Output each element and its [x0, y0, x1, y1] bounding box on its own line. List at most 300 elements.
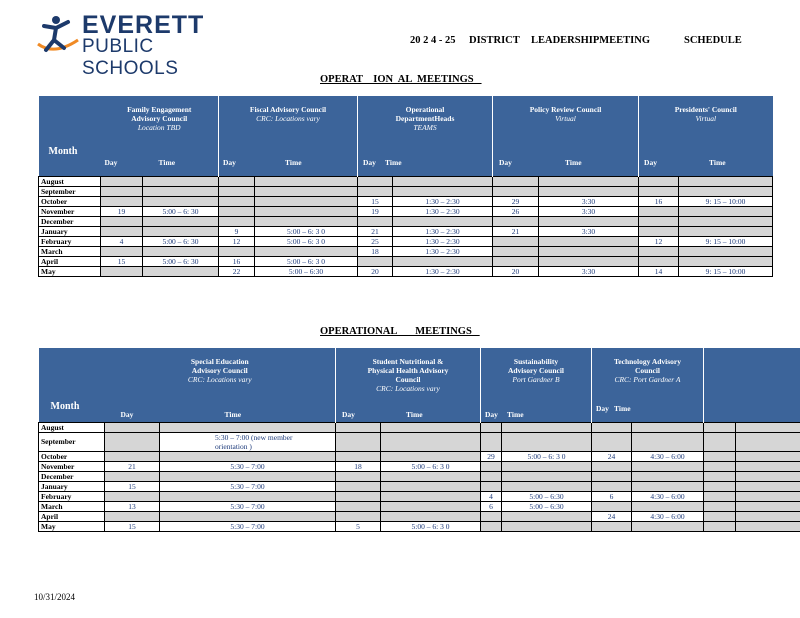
- time-cell: 1:30 – 2:30: [393, 196, 493, 206]
- group-location: Virtual: [695, 114, 717, 123]
- day-cell: 25: [358, 236, 393, 246]
- table-row: [39, 501, 800, 511]
- day-cell: [336, 432, 381, 451]
- time-cell: [143, 226, 219, 236]
- month-cell: March: [39, 501, 105, 511]
- day-cell: [105, 471, 160, 481]
- month-cell: May: [39, 266, 101, 276]
- time-cell: 5:00 – 6: 3 0: [502, 451, 592, 461]
- month-cell: March: [39, 246, 101, 256]
- day-cell: [336, 491, 381, 501]
- group-location: CRC: Port Gardner A: [614, 375, 681, 384]
- time-cell: 5:00 – 6: 30: [143, 236, 219, 246]
- table-row: [39, 206, 773, 216]
- day-label: Day: [223, 158, 236, 167]
- day-cell: [336, 422, 381, 432]
- time-cell: 5:00 – 6:30: [255, 266, 358, 276]
- time-cell: 9: 15 – 10:00: [679, 196, 773, 206]
- day-cell: 16: [639, 196, 679, 206]
- month-cell: December: [39, 471, 105, 481]
- time-cell: [679, 216, 773, 226]
- empty-cell: [736, 422, 800, 432]
- time-cell: [679, 176, 773, 186]
- day-cell: 18: [336, 461, 381, 471]
- day-cell: 15: [105, 521, 160, 531]
- table-row: [39, 481, 800, 491]
- time-cell: [679, 186, 773, 196]
- time-cell: [679, 226, 773, 236]
- schedule-table-2: [38, 348, 800, 532]
- district-logo: [34, 11, 244, 79]
- month-cell: February: [39, 236, 101, 246]
- day-cell: [336, 471, 381, 481]
- runner-swoosh-icon: [34, 14, 80, 58]
- time-cell: [143, 176, 219, 186]
- empty-cell: [736, 451, 800, 461]
- month-cell: February: [39, 491, 105, 501]
- time-cell: [160, 511, 336, 521]
- table-row: [39, 451, 800, 461]
- day-cell: [592, 481, 632, 491]
- time-cell: [381, 481, 481, 491]
- group-name: Fiscal Advisory Council: [249, 105, 327, 114]
- group-name: Technology Advisory Council: [613, 357, 682, 375]
- group-header: [639, 96, 773, 176]
- time-cell: [255, 176, 358, 186]
- table-row: [39, 461, 800, 471]
- day-cell: [105, 511, 160, 521]
- time-cell: [143, 186, 219, 196]
- day-cell: 21: [105, 461, 160, 471]
- day-cell: [639, 186, 679, 196]
- time-cell: [502, 521, 592, 531]
- day-cell: [493, 246, 539, 256]
- table-row: [39, 521, 800, 531]
- month-label: Month: [48, 146, 78, 157]
- day-cell: [481, 461, 502, 471]
- empty-cell: [736, 461, 800, 471]
- time-cell: 5:00 – 6: 3 0: [381, 521, 481, 531]
- day-cell: [493, 216, 539, 226]
- month-cell: August: [39, 176, 101, 186]
- month-cell: January: [39, 226, 101, 236]
- time-label: Time: [406, 410, 423, 419]
- group-name: Special Education Advisory Council: [190, 357, 249, 375]
- group-header: [592, 348, 704, 422]
- day-cell: 13: [105, 501, 160, 511]
- empty-cell: [704, 501, 736, 511]
- day-cell: 4: [101, 236, 143, 246]
- day-cell: [105, 451, 160, 461]
- day-cell: [481, 471, 502, 481]
- month-cell: January: [39, 481, 105, 491]
- time-cell: [539, 216, 639, 226]
- time-cell: [381, 422, 481, 432]
- time-label: Time: [285, 158, 302, 167]
- group-header: [105, 348, 336, 422]
- header-leadership: LEADERSHIPMEETING: [531, 35, 651, 46]
- table-row: [39, 256, 773, 266]
- day-cell: 18: [358, 246, 393, 256]
- logo-line1: EVERETT: [82, 11, 205, 39]
- time-label: Time: [614, 404, 631, 413]
- time-cell: 3:30: [539, 196, 639, 206]
- day-cell: [336, 481, 381, 491]
- time-cell: 3:30: [539, 266, 639, 276]
- day-cell: [105, 422, 160, 432]
- time-cell: [539, 186, 639, 196]
- day-cell: [481, 521, 502, 531]
- time-label: Time: [565, 158, 582, 167]
- day-cell: 4: [481, 491, 502, 501]
- empty-cell: [736, 521, 800, 531]
- month-cell: November: [39, 461, 105, 471]
- time-cell: 5:30 – 7:00: [160, 461, 336, 471]
- day-cell: [639, 176, 679, 186]
- day-cell: 15: [101, 256, 143, 266]
- time-cell: 3:30: [539, 206, 639, 216]
- day-cell: [481, 511, 502, 521]
- group-name: Sustainability Advisory Council: [507, 357, 565, 375]
- day-cell: [219, 216, 255, 226]
- time-cell: [255, 196, 358, 206]
- time-cell: [539, 246, 639, 256]
- time-cell: [502, 481, 592, 491]
- day-cell: [592, 471, 632, 481]
- group-name: Operational DepartmentHeads: [395, 105, 455, 123]
- time-cell: 5:30 – 7:00: [160, 481, 336, 491]
- time-cell: [160, 422, 336, 432]
- month-cell: April: [39, 511, 105, 521]
- empty-cell: [736, 432, 800, 451]
- month-cell: May: [39, 521, 105, 531]
- time-cell: [632, 471, 704, 481]
- day-cell: [481, 432, 502, 451]
- table-row: [39, 196, 773, 206]
- day-cell: 20: [358, 266, 393, 276]
- time-cell: 5:30 – 7:00 (new member orientation ): [160, 432, 336, 451]
- day-cell: [592, 422, 632, 432]
- day-cell: [639, 246, 679, 256]
- time-cell: 5:30 – 7:00: [160, 501, 336, 511]
- day-cell: 29: [493, 196, 539, 206]
- day-cell: [219, 186, 255, 196]
- time-cell: [143, 216, 219, 226]
- month-cell: April: [39, 256, 101, 266]
- time-cell: [381, 491, 481, 501]
- time-cell: 5:00 – 6: 3 0: [255, 226, 358, 236]
- time-label: Time: [507, 410, 524, 419]
- group-name: Student Nutritional & Physical Health Advisory Council: [367, 357, 449, 384]
- day-cell: 21: [493, 226, 539, 236]
- month-cell: October: [39, 196, 101, 206]
- time-cell: 5:00 – 6: 3 0: [255, 236, 358, 246]
- day-cell: 15: [105, 481, 160, 491]
- time-cell: [255, 186, 358, 196]
- group-name: Policy Review Council: [529, 105, 602, 114]
- day-label: Day: [485, 410, 498, 419]
- empty-cell: [704, 481, 736, 491]
- month-label: Month: [50, 401, 80, 412]
- time-label: Time: [385, 158, 402, 167]
- time-cell: [381, 432, 481, 451]
- group-location: CRC: Locations vary: [187, 375, 252, 384]
- day-cell: [101, 186, 143, 196]
- table-row: [39, 226, 773, 236]
- day-cell: [219, 196, 255, 206]
- empty-cell: [736, 491, 800, 501]
- day-cell: 22: [219, 266, 255, 276]
- time-cell: 5:00 – 6: 30: [143, 206, 219, 216]
- time-cell: [160, 471, 336, 481]
- empty-group-header: [704, 348, 800, 422]
- empty-cell: [704, 471, 736, 481]
- month-header: [39, 96, 101, 176]
- month-cell: November: [39, 206, 101, 216]
- empty-cell: [704, 491, 736, 501]
- day-cell: [493, 176, 539, 186]
- empty-cell: [704, 511, 736, 521]
- day-label: Day: [596, 404, 609, 413]
- group-header: [481, 348, 592, 422]
- group-location: Port Gardner B: [512, 375, 560, 384]
- time-cell: 4:30 – 6:00: [632, 491, 704, 501]
- group-location: CRC: Locations vary: [376, 384, 440, 393]
- table-row: [39, 266, 773, 276]
- month-cell: September: [39, 186, 101, 196]
- time-cell: [143, 266, 219, 276]
- group-location: Virtual: [555, 114, 576, 123]
- time-cell: [632, 422, 704, 432]
- time-cell: 3:30: [539, 226, 639, 236]
- logo-line2: PUBLIC SCHOOLS: [82, 36, 179, 79]
- time-cell: [502, 511, 592, 521]
- day-cell: 19: [101, 206, 143, 216]
- day-cell: [358, 256, 393, 266]
- empty-cell: [704, 451, 736, 461]
- time-cell: [679, 206, 773, 216]
- empty-cell: [736, 481, 800, 491]
- group-location: CRC: Locations vary: [256, 114, 320, 123]
- day-cell: 15: [358, 196, 393, 206]
- day-cell: [639, 226, 679, 236]
- empty-cell: [704, 521, 736, 531]
- time-cell: 1:30 – 2:30: [393, 246, 493, 256]
- day-label: Day: [120, 410, 134, 419]
- day-cell: [358, 176, 393, 186]
- day-cell: [101, 226, 143, 236]
- time-cell: [160, 491, 336, 501]
- day-cell: [639, 206, 679, 216]
- day-cell: 9: [219, 226, 255, 236]
- day-cell: [493, 256, 539, 266]
- group-name: Presidents' Council: [674, 105, 737, 114]
- table-row: [39, 176, 773, 186]
- time-cell: 5:00 – 6: 3 0: [381, 461, 481, 471]
- time-cell: [632, 501, 704, 511]
- day-cell: 26: [493, 206, 539, 216]
- day-cell: [101, 246, 143, 256]
- header-schedule: SCHEDULE: [684, 35, 742, 46]
- day-cell: 21: [358, 226, 393, 236]
- time-cell: [381, 451, 481, 461]
- time-label: Time: [224, 410, 242, 419]
- table-row: [39, 432, 800, 451]
- header-district: DISTRICT: [469, 35, 520, 46]
- time-cell: [143, 246, 219, 256]
- day-cell: [101, 266, 143, 276]
- day-cell: 29: [481, 451, 502, 461]
- header-year: 20 2 4 - 25: [410, 35, 456, 46]
- time-cell: [632, 521, 704, 531]
- time-cell: 9: 15 – 10:00: [679, 266, 773, 276]
- table-row: [39, 471, 800, 481]
- day-label: Day: [644, 158, 657, 167]
- time-cell: [632, 461, 704, 471]
- day-cell: [481, 422, 502, 432]
- time-cell: [632, 481, 704, 491]
- time-cell: 5:00 – 6:30: [502, 491, 592, 501]
- time-cell: [381, 471, 481, 481]
- time-cell: [502, 432, 592, 451]
- day-cell: [592, 461, 632, 471]
- time-cell: [255, 246, 358, 256]
- table-row: [39, 236, 773, 246]
- day-cell: [592, 432, 632, 451]
- empty-cell: [736, 501, 800, 511]
- empty-cell: [736, 471, 800, 481]
- time-cell: 1:30 – 2:30: [393, 266, 493, 276]
- day-cell: 12: [219, 236, 255, 246]
- day-cell: [105, 491, 160, 501]
- month-cell: October: [39, 451, 105, 461]
- day-cell: 14: [639, 266, 679, 276]
- table-row: [39, 246, 773, 256]
- day-cell: [219, 176, 255, 186]
- day-cell: [592, 521, 632, 531]
- time-cell: [393, 176, 493, 186]
- time-cell: [255, 216, 358, 226]
- schedule-table-1: [38, 96, 773, 277]
- time-cell: [160, 451, 336, 461]
- group-header: [493, 96, 639, 176]
- empty-cell: [704, 461, 736, 471]
- table-row: [39, 422, 800, 432]
- empty-cell: [704, 432, 736, 451]
- time-cell: [393, 186, 493, 196]
- time-cell: [502, 471, 592, 481]
- day-cell: 12: [639, 236, 679, 246]
- time-cell: 5:00 – 6: 30: [143, 256, 219, 266]
- day-cell: 24: [592, 451, 632, 461]
- time-cell: [393, 256, 493, 266]
- day-cell: [592, 501, 632, 511]
- day-label: Day: [342, 410, 355, 419]
- day-cell: [101, 196, 143, 206]
- time-cell: [393, 216, 493, 226]
- time-label: Time: [158, 158, 176, 167]
- day-cell: [336, 501, 381, 511]
- time-cell: [143, 196, 219, 206]
- time-cell: 5:00 – 6: 3 0: [255, 256, 358, 266]
- day-cell: [358, 186, 393, 196]
- group-location: TEAMS: [413, 123, 437, 132]
- time-cell: [679, 256, 773, 266]
- time-cell: 5:30 – 7:00: [160, 521, 336, 531]
- time-cell: [679, 246, 773, 256]
- day-cell: 24: [592, 511, 632, 521]
- group-header: [358, 96, 493, 176]
- day-cell: [219, 206, 255, 216]
- group-header: [336, 348, 481, 422]
- time-cell: 4:30 – 6:00: [632, 511, 704, 521]
- time-cell: 5:00 – 6:30: [502, 501, 592, 511]
- time-cell: [381, 511, 481, 521]
- time-cell: [502, 461, 592, 471]
- day-label: Day: [499, 158, 512, 167]
- group-header: [101, 96, 219, 176]
- table-row: [39, 216, 773, 226]
- time-cell: 1:30 – 2:30: [393, 236, 493, 246]
- day-cell: 5: [336, 521, 381, 531]
- day-cell: [336, 451, 381, 461]
- group-name: Family Engagement Advisory Council: [127, 105, 192, 123]
- month-cell: December: [39, 216, 101, 226]
- day-label: Day: [104, 158, 118, 167]
- table-row: [39, 491, 800, 501]
- day-cell: [481, 481, 502, 491]
- empty-cell: [704, 422, 736, 432]
- time-cell: [539, 176, 639, 186]
- time-cell: [539, 256, 639, 266]
- table-row: [39, 186, 773, 196]
- time-cell: [381, 501, 481, 511]
- day-cell: [101, 176, 143, 186]
- time-cell: 4:30 – 6:00: [632, 451, 704, 461]
- day-cell: [493, 186, 539, 196]
- table-row: [39, 511, 800, 521]
- time-cell: 1:30 – 2:30: [393, 206, 493, 216]
- day-label: Day: [363, 158, 376, 167]
- month-cell: August: [39, 422, 105, 432]
- time-cell: [632, 432, 704, 451]
- day-cell: 20: [493, 266, 539, 276]
- time-cell: [255, 206, 358, 216]
- day-cell: [639, 256, 679, 266]
- time-label: Time: [709, 158, 726, 167]
- section1-title: OPERAT ION AL MEETINGS: [320, 74, 482, 85]
- section2-title: OPERATIONAL MEETINGS: [320, 326, 480, 337]
- day-cell: [358, 216, 393, 226]
- day-cell: [336, 511, 381, 521]
- empty-cell: [736, 511, 800, 521]
- month-header: [39, 348, 105, 422]
- time-cell: [539, 236, 639, 246]
- time-cell: 9: 15 – 10:00: [679, 236, 773, 246]
- day-cell: [105, 432, 160, 451]
- day-cell: 6: [592, 491, 632, 501]
- month-cell: September: [39, 432, 105, 451]
- group-header: [219, 96, 358, 176]
- day-cell: [493, 236, 539, 246]
- time-cell: 1:30 – 2:30: [393, 226, 493, 236]
- day-cell: [101, 216, 143, 226]
- time-cell: [502, 422, 592, 432]
- day-cell: 6: [481, 501, 502, 511]
- day-cell: [639, 216, 679, 226]
- day-cell: 16: [219, 256, 255, 266]
- footer-date: 10/31/2024: [34, 592, 76, 602]
